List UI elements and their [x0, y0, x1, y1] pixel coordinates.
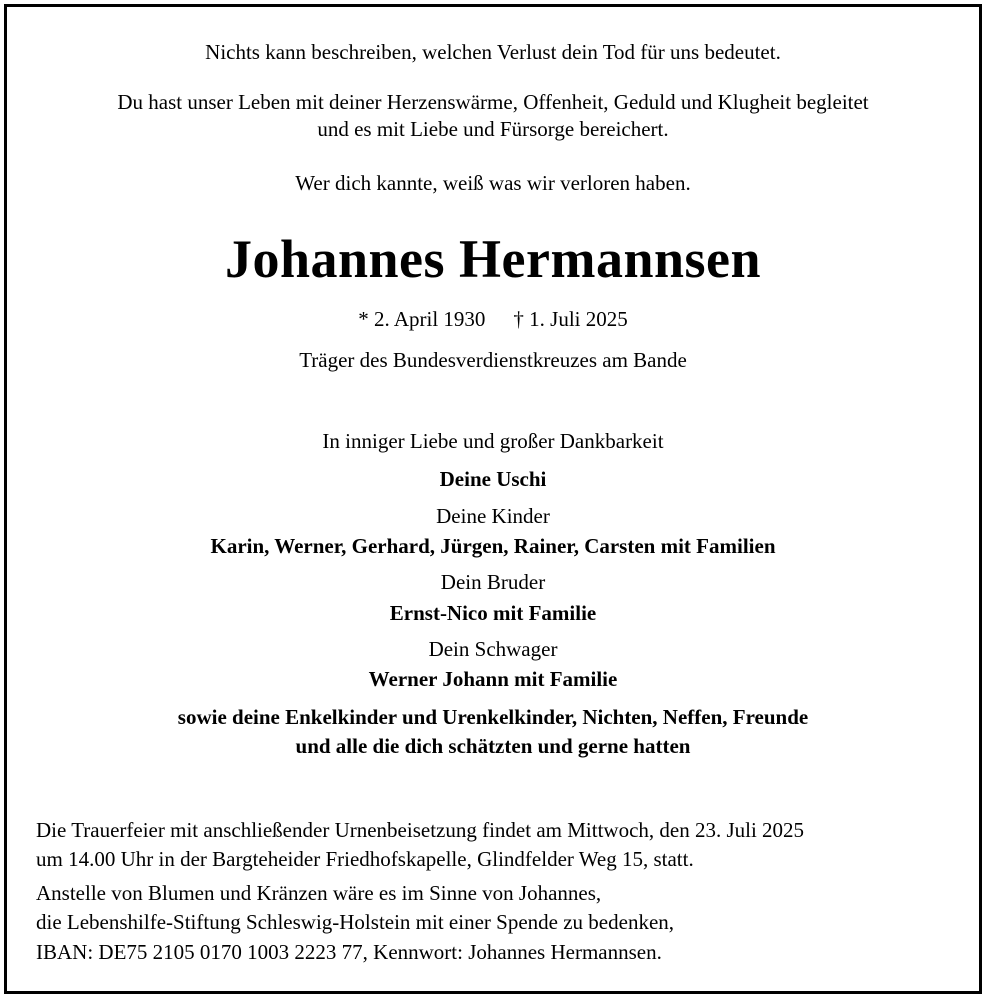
notice-line-1: Die Trauerfeier mit anschließender Urnenbeisetzung findet am Mittwoch, den 23. Juli 2025 [36, 818, 805, 842]
birth-date: * 2. April 1930 [358, 307, 486, 331]
others-line-2: und alle die dich schätzten und gerne hatten [295, 734, 691, 758]
others-line-1: sowie deine Enkelkinder und Urenkelkinder, Nichten, Neffen, Freunde [177, 705, 809, 729]
notice-line-4: die Lebenshilfe-Stiftung Schleswig-Holstein mit einer Spende zu bedenken, [36, 910, 675, 934]
notice-line-5: IBAN: DE75 2105 0170 1003 2223 77, Kennwort: Johannes Hermannsen. [36, 940, 662, 964]
brother-in-law-label: Dein Schwager [428, 637, 558, 661]
honor-line: Träger des Bundesverdienstkreuzes am Bande [299, 348, 687, 372]
spouse-name: Deine Uschi [439, 467, 547, 491]
death-date: † 1. Juli 2025 [513, 307, 628, 331]
intro-line-2: Du hast unser Leben mit deiner Herzenswärme, Offenheit, Geduld und Klugheit begleitet [117, 90, 869, 114]
deceased-name: Johannes Hermannsen [224, 229, 762, 289]
notice-line-2: um 14.00 Uhr in der Bargteheider Friedhofskapelle, Glindfelder Weg 15, statt. [36, 847, 694, 871]
children-names: Karin, Werner, Gerhard, Jürgen, Rainer, Carsten mit Familien [210, 534, 776, 558]
mourners-intro: In inniger Liebe und großer Dankbarkeit [322, 429, 664, 453]
brother-in-law-name: Werner Johann mit Familie [368, 667, 618, 691]
life-dates [7, 306, 979, 332]
brother-label: Dein Bruder [440, 570, 546, 594]
intro-line-1: Nichts kann beschreiben, welchen Verlust dein Tod für uns bedeutet. [205, 40, 781, 64]
notice-line-3: Anstelle von Blumen und Kränzen wäre es im Sinne von Johannes, [36, 881, 602, 905]
children-label: Deine Kinder [436, 504, 550, 528]
intro-line-4: Wer dich kannte, weiß was wir verloren haben. [295, 171, 691, 195]
intro-line-3: und es mit Liebe und Fürsorge bereichert. [317, 117, 669, 141]
brother-name: Ernst-Nico mit Familie [389, 601, 597, 625]
